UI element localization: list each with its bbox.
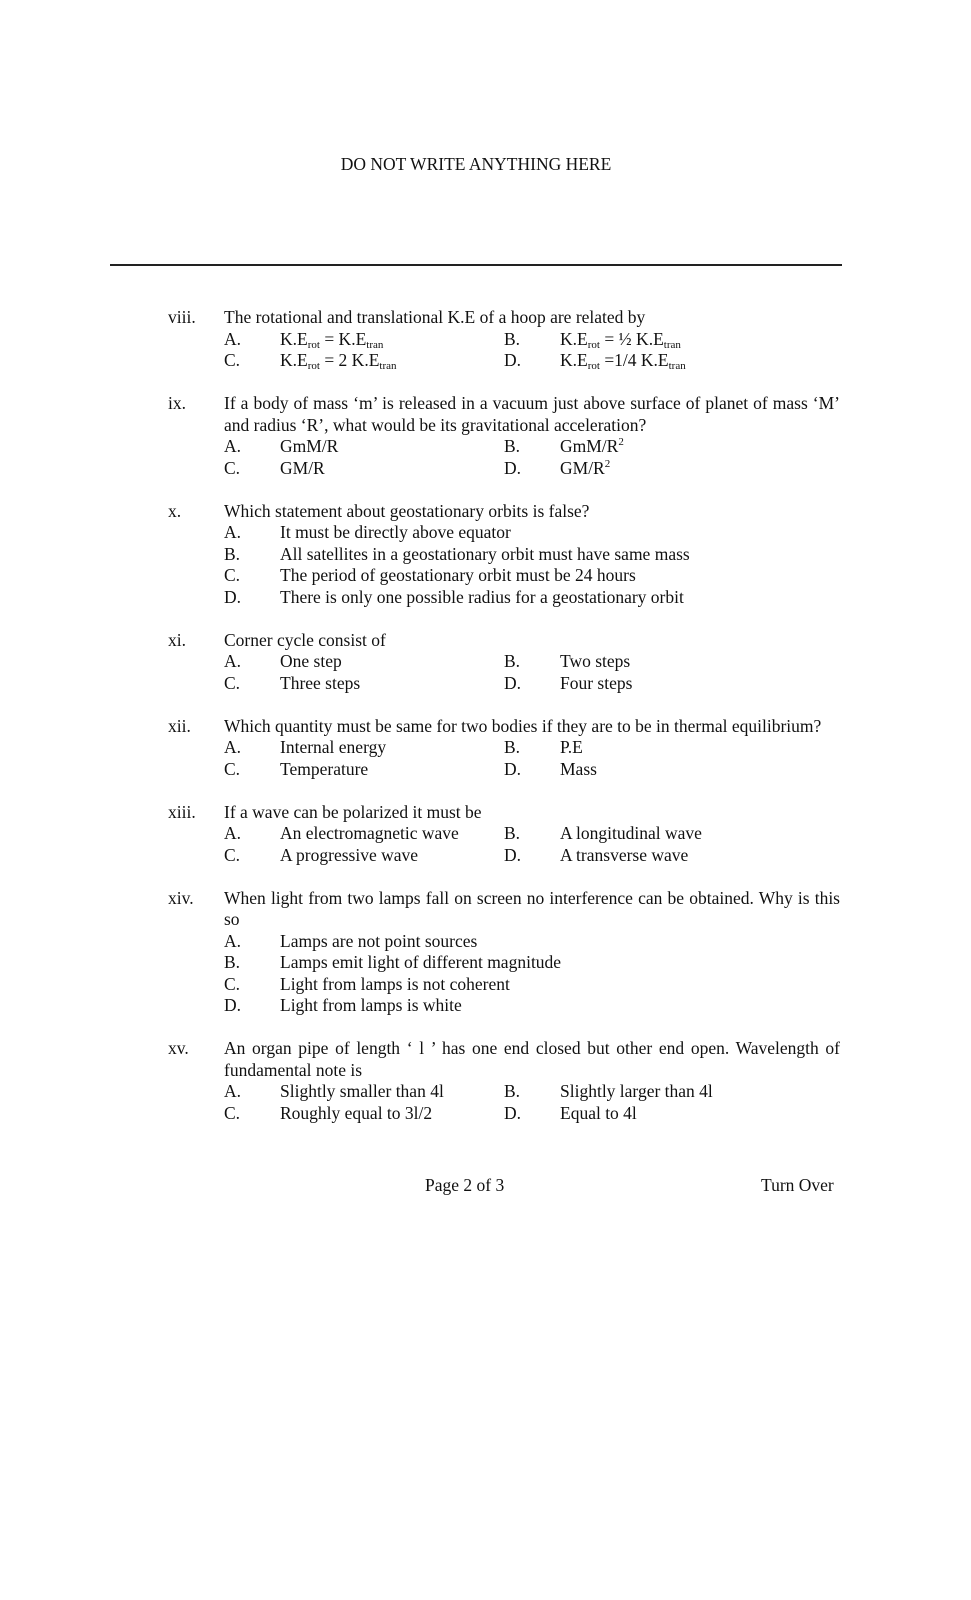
answer-option xyxy=(224,845,504,867)
option-letter: C. xyxy=(224,565,241,585)
option-letter: D. xyxy=(504,758,522,779)
option-letter: D. xyxy=(224,995,242,1015)
answer-option xyxy=(504,1081,840,1103)
option-text: A longitudinal wave xyxy=(560,823,702,843)
option-letter: D. xyxy=(504,672,522,693)
question-item xyxy=(168,501,840,609)
question-body xyxy=(224,630,840,695)
question-body xyxy=(224,716,840,781)
question-body xyxy=(224,393,840,479)
option-text: Light from lamps is not coherent xyxy=(280,973,510,994)
option-letter: A. xyxy=(224,651,242,671)
option-letter: C. xyxy=(224,758,241,779)
question-item xyxy=(168,1038,840,1124)
option-letter: C. xyxy=(224,1102,241,1123)
do-not-write-header: DO NOT WRITE ANYTHING HERE xyxy=(340,154,612,174)
option-text: One step xyxy=(280,651,342,671)
option-text: P.E xyxy=(560,737,583,757)
superscript: 2 xyxy=(604,457,611,470)
option-letter: C. xyxy=(224,844,241,865)
option-text: Three steps xyxy=(280,672,361,693)
answer-option xyxy=(504,759,840,781)
option-text: GmM/R xyxy=(280,436,339,456)
option-text: Lamps are not point sources xyxy=(280,930,478,951)
answer-options xyxy=(224,329,840,372)
answer-option xyxy=(504,845,840,867)
answer-options xyxy=(224,737,840,780)
answer-options xyxy=(224,1081,840,1124)
question-number: xi. xyxy=(168,629,186,650)
question-number: xiii. xyxy=(168,801,196,822)
option-letter: B. xyxy=(504,823,521,843)
option-letter: A. xyxy=(224,737,242,757)
option-letter: C. xyxy=(224,457,241,478)
option-letter: D. xyxy=(504,457,522,478)
subscript: tran xyxy=(366,338,384,351)
header-divider xyxy=(110,264,842,266)
superscript: 2 xyxy=(618,436,624,448)
subscript: tran xyxy=(668,360,686,372)
option-text: Light from lamps is white xyxy=(280,995,462,1015)
question-text: Corner cycle consist of xyxy=(224,629,386,650)
subscript: rot xyxy=(587,360,600,372)
option-text: GmM/$R^2$ xyxy=(560,436,624,456)
answer-option xyxy=(224,436,504,458)
question-text: Which quantity must be same for two bodies if they are to be in thermal equilibrium? xyxy=(224,715,822,736)
question-list xyxy=(168,307,840,1146)
question-number: ix. xyxy=(168,393,186,413)
option-text: GM/R xyxy=(280,457,325,478)
answer-option xyxy=(224,974,840,996)
answer-option xyxy=(504,673,840,695)
answer-option xyxy=(224,673,504,695)
option-text: There is only one possible radius for a geostationary orbit xyxy=(280,586,684,607)
option-letter: A. xyxy=(224,328,242,349)
option-text: Equal to 4l xyxy=(560,1102,637,1123)
answer-option xyxy=(504,458,840,480)
answer-option xyxy=(504,823,840,845)
option-text: Mass xyxy=(560,758,597,779)
subscript: rot xyxy=(307,360,320,372)
option-letter: A. xyxy=(224,823,242,843)
answer-options xyxy=(224,522,840,608)
answer-option xyxy=(224,952,840,974)
answer-option xyxy=(224,759,504,781)
option-text: Four steps xyxy=(560,672,633,693)
answer-option xyxy=(224,823,504,845)
question-number: viii. xyxy=(168,307,196,327)
answer-option xyxy=(224,522,840,544)
option-letter: C. xyxy=(224,973,241,994)
subscript: tran xyxy=(379,360,397,372)
option-letter: B. xyxy=(504,651,521,671)
question-body xyxy=(224,802,840,867)
option-letter: D. xyxy=(224,586,242,607)
subscript: tran xyxy=(663,338,681,351)
answer-option xyxy=(224,565,840,587)
option-letter: B. xyxy=(504,436,521,456)
option-text: $K.E_{rot} = K.E_{tran}$ xyxy=(280,328,384,351)
question-body xyxy=(224,1038,840,1124)
question-text: When light from two lamps fall on screen no interference can be obtained. Why is this so xyxy=(224,887,840,929)
question-item xyxy=(168,393,840,479)
option-text: Lamps emit light of different magnitude xyxy=(280,952,562,972)
option-text: Slightly larger than 4l xyxy=(560,1081,713,1101)
option-text: All satellites in a geostationary orbit must have same mass xyxy=(280,543,690,564)
option-text: Internal energy xyxy=(280,737,387,757)
option-text: $K.E_{rot} =1/4$ $K.E_{tran}$ xyxy=(560,350,686,372)
answer-options xyxy=(224,436,840,479)
question-number: xiv. xyxy=(168,887,194,908)
page-number: Page 2 of 3 xyxy=(425,1175,505,1195)
option-letter: A. xyxy=(224,930,242,951)
option-text: Temperature xyxy=(280,758,369,779)
option-text: Two steps xyxy=(560,651,631,671)
question-item xyxy=(168,802,840,867)
answer-option xyxy=(224,1081,504,1103)
question-text: If a body of mass ‘m’ is released in a vacuum just above surface of planet of mass ‘M’ and radius ‘R’, what would be its gravitational acceleration? xyxy=(224,393,840,435)
option-text: An electromagnetic wave xyxy=(280,823,459,843)
answer-option xyxy=(224,651,504,673)
answer-option xyxy=(504,350,840,372)
question-number: xv. xyxy=(168,1038,189,1058)
option-letter: D. xyxy=(504,350,522,370)
answer-option xyxy=(224,737,504,759)
answer-option xyxy=(504,1103,840,1125)
option-letter: C. xyxy=(224,672,241,693)
question-number: xii. xyxy=(168,715,191,736)
option-text: $GM/R^2$ xyxy=(560,457,611,478)
question-body xyxy=(224,307,840,372)
option-letter: A. xyxy=(224,436,242,456)
option-letter: B. xyxy=(504,328,521,349)
turn-over-note: Turn Over xyxy=(761,1175,834,1195)
option-letter: B. xyxy=(504,1081,521,1101)
option-letter: C. xyxy=(224,350,241,370)
option-letter: D. xyxy=(504,844,522,865)
question-body xyxy=(224,501,840,609)
answer-option xyxy=(224,587,840,609)
answer-option xyxy=(224,995,840,1017)
option-text: A progressive wave xyxy=(280,844,419,865)
question-item xyxy=(168,888,840,1017)
answer-option xyxy=(504,436,840,458)
option-letter: B. xyxy=(504,737,521,757)
option-letter: D. xyxy=(504,1102,522,1123)
answer-option xyxy=(504,329,840,351)
option-letter: A. xyxy=(224,1081,242,1101)
answer-option xyxy=(224,329,504,351)
option-text: Slightly smaller than 4l xyxy=(280,1081,444,1101)
answer-option xyxy=(224,350,504,372)
option-text: Roughly equal to 3l/2 xyxy=(280,1102,433,1123)
subscript: rot xyxy=(307,338,320,351)
option-letter: B. xyxy=(224,952,241,972)
answer-option xyxy=(224,458,504,480)
option-text: $K.E_{rot} = 2$ $K.E_{tran}$ xyxy=(280,350,397,372)
answer-options xyxy=(224,823,840,866)
question-text: Which statement about geostationary orbits is false? xyxy=(224,500,590,521)
subscript: rot xyxy=(587,338,600,351)
answer-option xyxy=(224,544,840,566)
question-item xyxy=(168,630,840,695)
option-text: It must be directly above equator xyxy=(280,522,511,542)
question-body xyxy=(224,888,840,1017)
answer-options xyxy=(224,651,840,694)
answer-option xyxy=(504,651,840,673)
answer-option xyxy=(504,737,840,759)
answer-option xyxy=(224,1103,504,1125)
answer-options xyxy=(224,931,840,1017)
option-letter: B. xyxy=(224,543,241,564)
question-item xyxy=(168,716,840,781)
option-letter: A. xyxy=(224,522,242,542)
question-number: x. xyxy=(168,500,182,521)
option-text: The period of geostationary orbit must be 24 hours xyxy=(280,565,636,585)
question-item xyxy=(168,307,840,372)
option-text: A transverse wave xyxy=(560,844,689,865)
question-text: If a wave can be polarized it must be xyxy=(224,801,482,822)
option-text: $K.E_{rot}$ = ½ $K.E_{tran}$ xyxy=(560,328,681,351)
question-text: The rotational and translational K.E of a hoop are related by xyxy=(224,307,646,327)
question-text: An organ pipe of length ‘ l ’ has one end closed but other end open. Wavelength of fundamental note is xyxy=(224,1038,840,1080)
answer-option xyxy=(224,931,840,953)
